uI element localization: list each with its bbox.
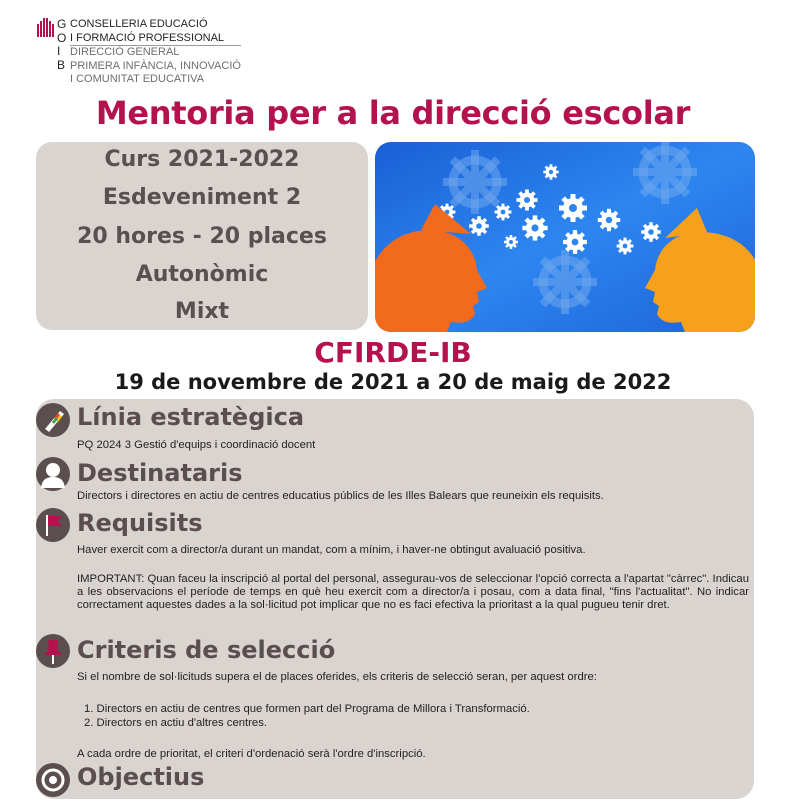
course-year: Curs 2021-2022 bbox=[104, 147, 300, 172]
logo-letter: I bbox=[57, 44, 61, 58]
govern-logo-icon bbox=[36, 18, 56, 38]
criteria-list-item: 2. Directors en actiu d'altres centres. bbox=[84, 717, 267, 729]
criteria-list-item: 1. Directors en actiu de centres que formen part del Programa de Millora i Transformació. bbox=[84, 703, 530, 715]
course-mode: Mixt bbox=[174, 299, 230, 324]
course-details-box bbox=[36, 399, 754, 799]
heads-gears-image bbox=[375, 142, 755, 332]
logo-letter: G bbox=[57, 17, 67, 31]
hero-illustration bbox=[375, 142, 755, 332]
target-icon bbox=[36, 763, 70, 797]
section-title-linia: Línia estratègica bbox=[77, 403, 305, 431]
govern-logo bbox=[36, 18, 266, 86]
flag-icon bbox=[36, 508, 70, 542]
section-text-destinataris: Directors i directores en actiu de centres educatius públics de les Illes Balears que reuneixin els requisits. bbox=[77, 490, 604, 502]
section-title-requisits: Requisits bbox=[77, 509, 203, 537]
section-text-criteris: Si el nombre de sol·licituds supera el de places oferides, els criteris de selecció seran, per aquest ordre: bbox=[77, 671, 597, 683]
logo-letter: B bbox=[57, 57, 66, 72]
section-title-objectius: Objectius bbox=[77, 763, 205, 791]
logo-line: I FORMACIÓ PROFESSIONAL bbox=[70, 31, 225, 44]
logo-letters bbox=[57, 18, 69, 72]
logo-text bbox=[70, 18, 241, 87]
course-info-box bbox=[36, 142, 368, 330]
course-event: Esdeveniment 2 bbox=[102, 185, 302, 210]
section-outro-criteris: A cada ordre de prioritat, el criteri d'ordenació serà l'ordre d'inscripció. bbox=[77, 748, 426, 760]
logo-line: CONSELLERIA EDUCACIÓ bbox=[70, 18, 208, 30]
section-text-requisits: Haver exercit com a director/a durant un mandat, com a mínim, i haver-ne obtingut avaluació positiva. bbox=[77, 544, 586, 556]
course-dates: 19 de novembre de 2021 a 20 de maig de 2022 bbox=[114, 370, 672, 394]
section-title-criteris: Criteris de selecció bbox=[77, 636, 336, 664]
logo-line: I COMUNITAT EDUCATIVA bbox=[70, 73, 205, 85]
pencil-color-icon bbox=[36, 403, 70, 437]
course-hours: 20 hores - 20 places bbox=[77, 224, 327, 249]
section-text-linia: PQ 2024 3 Gestió d'equips i coordinació docent bbox=[77, 439, 316, 451]
organizer: CFIRDE-IB bbox=[314, 336, 472, 369]
logo-line: PRIMERA INFÀNCIA, INNOVACIÓ bbox=[70, 59, 241, 72]
pushpin-icon bbox=[36, 634, 70, 668]
logo-line: DIRECCIÓ GENERAL bbox=[70, 45, 241, 60]
course-scope: Autonòmic bbox=[135, 262, 269, 287]
section-note-requisits: IMPORTANT: Quan faceu la inscripció al portal del personal, assegurau-vos de seleccionar l'opció correcta a l'apartat "càrrec". Indicau a les observacions el període de temps en què heu exercit com a director/a i posau, com a data final, "fins l'actualitat". No indicar correctament aquestes dades a la sol·licitud pot implicar que no es faci efectiva la prioritast a la qual pugueu tenir dret. bbox=[77, 573, 749, 611]
logo-letter: O bbox=[57, 30, 67, 45]
page-title: Mentoria per a la direcció escolar bbox=[95, 94, 691, 132]
section-title-destinataris: Destinataris bbox=[77, 459, 243, 487]
person-icon bbox=[36, 457, 70, 491]
